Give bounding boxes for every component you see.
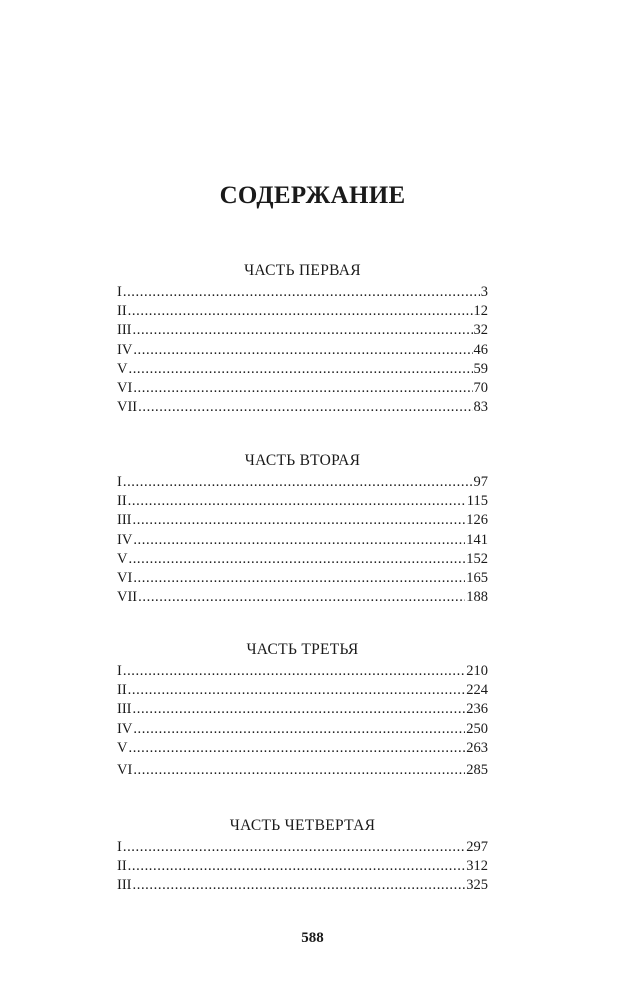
page-ref: 152 xyxy=(466,550,488,567)
dot-leader xyxy=(133,700,466,719)
dot-leader xyxy=(123,283,480,302)
page-ref: 325 xyxy=(466,877,488,894)
toc-entry[interactable] xyxy=(117,838,488,857)
dot-leader xyxy=(133,341,472,360)
toc-entry[interactable] xyxy=(117,569,488,588)
chapter-label: VII xyxy=(117,589,138,606)
dot-leader xyxy=(133,876,466,895)
page-ref: 188 xyxy=(466,589,488,606)
toc-entry[interactable] xyxy=(117,531,488,550)
chapter-label: VII xyxy=(117,399,138,416)
toc-entry[interactable] xyxy=(117,588,488,607)
page-ref: 83 xyxy=(473,399,488,416)
chapter-label: V xyxy=(117,739,128,756)
toc-entry[interactable] xyxy=(117,857,488,876)
chapter-label: I xyxy=(117,474,122,490)
dot-leader xyxy=(123,662,465,681)
toc-entry[interactable] xyxy=(117,681,488,700)
chapter-label: V xyxy=(117,360,128,377)
chapter-label: I xyxy=(117,839,122,855)
toc-entry[interactable] xyxy=(117,662,488,681)
page-ref: 250 xyxy=(466,720,488,737)
toc-entry[interactable] xyxy=(117,761,488,780)
chapter-label: IV xyxy=(117,531,133,548)
dot-leader xyxy=(128,739,465,758)
toc-entry[interactable] xyxy=(117,398,488,417)
page-ref: 46 xyxy=(473,341,488,358)
page-ref: 312 xyxy=(466,858,488,875)
toc-part-3 xyxy=(117,640,488,780)
toc-entry[interactable] xyxy=(117,341,488,360)
page-ref: 70 xyxy=(473,379,488,396)
dot-leader xyxy=(133,761,465,780)
toc-entry[interactable] xyxy=(117,302,488,321)
toc-entry[interactable] xyxy=(117,321,488,340)
page-ref: 210 xyxy=(466,663,488,679)
chapter-label: V xyxy=(117,550,128,567)
dot-leader xyxy=(128,492,466,511)
toc-entry[interactable] xyxy=(117,473,488,492)
dot-leader xyxy=(133,531,465,550)
dot-leader xyxy=(128,857,466,876)
dot-leader xyxy=(133,511,466,530)
toc-entry[interactable] xyxy=(117,739,488,758)
page-ref: 141 xyxy=(466,531,488,548)
chapter-label: IV xyxy=(117,341,133,358)
chapter-label: IV xyxy=(117,720,133,737)
dot-leader xyxy=(123,473,473,492)
toc-part-2 xyxy=(117,451,488,607)
page-ref: 97 xyxy=(473,474,488,490)
page-ref: 12 xyxy=(473,303,488,320)
page-ref: 115 xyxy=(466,493,488,510)
chapter-label: II xyxy=(117,682,127,699)
page-ref: 224 xyxy=(466,682,488,699)
chapter-label: III xyxy=(117,322,132,339)
chapter-label: III xyxy=(117,701,132,718)
dot-leader xyxy=(133,321,473,340)
page-title: СОДЕРЖАНИЕ xyxy=(219,182,406,209)
chapter-label: II xyxy=(117,858,127,875)
dot-leader xyxy=(128,302,473,321)
page-ref: 126 xyxy=(466,512,488,529)
page-ref: 297 xyxy=(466,839,488,855)
part-heading: ЧАСТЬ ВТОРАЯ xyxy=(244,452,361,469)
toc-list xyxy=(117,283,488,417)
page-ref: 32 xyxy=(473,322,488,339)
toc-part-4 xyxy=(117,816,488,896)
page-ref: 285 xyxy=(466,761,488,778)
chapter-label: III xyxy=(117,877,132,894)
chapter-label: III xyxy=(117,512,132,529)
page-ref: 3 xyxy=(480,284,488,300)
dot-leader xyxy=(133,569,465,588)
part-heading: ЧАСТЬ ПЕРВАЯ xyxy=(244,262,361,279)
dot-leader xyxy=(123,838,465,857)
toc-entry[interactable] xyxy=(117,360,488,379)
page-ref: 236 xyxy=(466,701,488,718)
toc-entry[interactable] xyxy=(117,550,488,569)
dot-leader xyxy=(138,588,465,607)
chapter-label: I xyxy=(117,663,122,679)
dot-leader xyxy=(133,379,472,398)
toc-entry[interactable] xyxy=(117,511,488,530)
toc-list xyxy=(117,662,488,780)
part-heading: ЧАСТЬ ЧЕТВЕРТАЯ xyxy=(229,817,376,834)
page-number: 588 xyxy=(301,930,324,946)
toc-part-1 xyxy=(117,261,488,417)
chapter-label: II xyxy=(117,303,127,320)
dot-leader xyxy=(128,681,466,700)
toc-entry[interactable] xyxy=(117,876,488,895)
toc-entry[interactable] xyxy=(117,492,488,511)
toc-list xyxy=(117,473,488,607)
dot-leader xyxy=(133,720,465,739)
chapter-label: VI xyxy=(117,761,133,778)
chapter-label: II xyxy=(117,493,127,510)
dot-leader xyxy=(138,398,472,417)
dot-leader xyxy=(128,550,465,569)
page-ref: 165 xyxy=(466,569,488,586)
toc-entry[interactable] xyxy=(117,720,488,739)
chapter-label: I xyxy=(117,284,122,300)
chapter-label: VI xyxy=(117,569,133,586)
chapter-label: VI xyxy=(117,379,133,396)
dot-leader xyxy=(128,360,472,379)
toc-entry[interactable] xyxy=(117,283,488,302)
toc-list xyxy=(117,838,488,896)
part-heading: ЧАСТЬ ТРЕТЬЯ xyxy=(246,641,359,658)
toc-entry[interactable] xyxy=(117,700,488,719)
page-ref: 59 xyxy=(473,360,488,377)
toc-entry[interactable] xyxy=(117,379,488,398)
page-ref: 263 xyxy=(466,739,488,756)
